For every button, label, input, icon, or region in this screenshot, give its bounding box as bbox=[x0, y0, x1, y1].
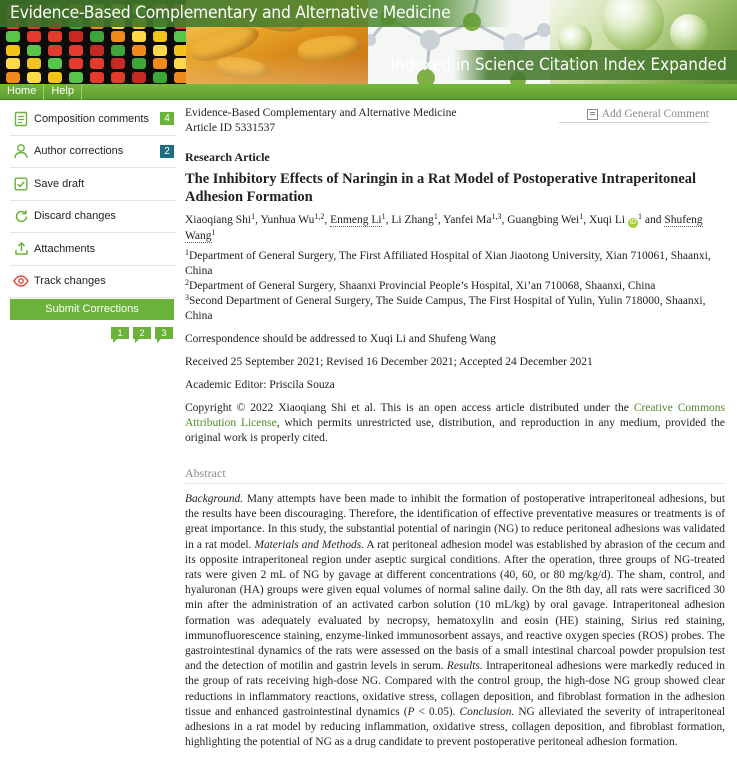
page-selector bbox=[111, 327, 173, 339]
author-name[interactable]: Li Zhang bbox=[391, 214, 434, 226]
author-separator: , bbox=[437, 214, 444, 226]
sidebar-item-label: Save draft bbox=[34, 177, 85, 190]
abstract-methods-label: Materials and Methods. bbox=[254, 538, 365, 551]
submit-corrections-button[interactable]: Submit Corrections bbox=[10, 299, 174, 320]
microarray-dot bbox=[132, 45, 146, 56]
affiliation-number: 2 bbox=[185, 278, 189, 287]
abstract-heading: Abstract bbox=[185, 466, 725, 484]
abstract-results-text: Intraperitoneal adhesions were markedly reduced in the group of rats receiving high-dose NG. Compared with the control group, the high-dose NG group showed clear reductions in inflammatory reactions, oxidative stress, collagen deposition, and fibroblast formation in the adhesion tissue and enhanced gastrointestinal dynamics ( bbox=[185, 660, 726, 718]
microarray-dot bbox=[174, 31, 186, 42]
microarray-dot bbox=[6, 58, 20, 69]
microarray-row bbox=[6, 31, 186, 42]
article-id: Article ID 5331537 bbox=[185, 122, 276, 134]
abstract-results-text-end: < 0.05). bbox=[414, 705, 460, 718]
microarray-dot bbox=[48, 58, 62, 69]
microarray-dot bbox=[6, 31, 20, 42]
page-tab-1[interactable]: 1 bbox=[111, 327, 129, 339]
abstract-conclusion-text: NG alleviated the severity of intraperitoneal adhesions in a rat model by reducing inflammation, oxidative stress, collagen deposition, and fibroblast formation, highlighting the potential of NG as a drug candidate to prevent postoperative peritoneal adhesion formation. bbox=[185, 705, 725, 749]
sidebar-item-attachments[interactable] bbox=[10, 233, 176, 266]
affiliation-number: 3 bbox=[185, 293, 189, 302]
microarray-dot bbox=[27, 31, 41, 42]
copyright-text: Copyright © 2022 Xiaoqiang Shi et al. This is an open access article distributed under the bbox=[185, 402, 634, 414]
author-affiliation-sup: 1 bbox=[251, 212, 256, 221]
microarray-dot bbox=[90, 31, 104, 42]
microarray-row bbox=[6, 72, 186, 83]
affiliation-list bbox=[185, 249, 725, 324]
author-corrections-count-badge: 2 bbox=[160, 145, 174, 158]
sidebar-item-label: Attachments bbox=[34, 242, 96, 255]
microarray-dot bbox=[90, 45, 104, 56]
microarray-dot bbox=[69, 45, 83, 56]
add-general-comment-label: Add General Comment bbox=[601, 108, 709, 120]
affiliation-text: Department of General Surgery, Shaanxi Provincial People’s Hospital, Xi’an 710068, Shaanxi, China bbox=[189, 280, 656, 292]
microarray-dot bbox=[132, 58, 146, 69]
article-type: Research Article bbox=[185, 150, 270, 164]
journal-banner bbox=[0, 0, 737, 84]
article-dates: Received 25 September 2021; Revised 16 December 2021; Accepted 24 December 2021 bbox=[185, 356, 593, 368]
microarray-dot bbox=[90, 58, 104, 69]
microarray-dot bbox=[48, 45, 62, 56]
author-affiliation-sup: 1,3 bbox=[491, 212, 502, 221]
sidebar-item-label: Track changes bbox=[34, 275, 106, 288]
journal-name[interactable]: Evidence-Based Complementary and Alternative Medicine bbox=[10, 3, 451, 23]
person-icon bbox=[12, 142, 30, 160]
sidebar-item-composition-comments[interactable] bbox=[10, 103, 176, 136]
document-icon bbox=[12, 110, 30, 128]
microarray-dot bbox=[27, 58, 41, 69]
author-name[interactable]: Yanfei Ma bbox=[443, 214, 492, 226]
microarray-dot bbox=[132, 72, 146, 83]
author-affiliation-sup: 1 bbox=[433, 212, 438, 221]
sidebar-item-label: Composition comments bbox=[34, 112, 149, 125]
article-panel bbox=[185, 106, 725, 750]
sidebar-item-track-changes[interactable] bbox=[10, 266, 176, 299]
author-affiliation-sup: 1,2 bbox=[314, 212, 325, 221]
abstract-methods-text: A rat peritoneal adhesion model was established by abrasion of the cecum and its opposite intraperitoneal region under aseptic surgical conditions. After the operation, three groups of NG-treated rats were given 2 mL of NG by gavage at different concentrations (40, 60, or 80 mg/kg/d). The sham, control, and hyaluronan (HA) groups were given equal volumes of normal saline daily. On the 8th day, all rats were sacrificed 30 min after the administration of an activated carbon solution (10 mL/kg) by oral gavage. Intraperitoneal adhesion formation was adequately evaluated by necropsy, hematoxylin and eosin (HE) staining, Sirius red staining, immunofluorescence staining, enzyme-linked immunosorbent assays, and reactive oxygen species (ROS) probes. The gastrointestinal dynamics of the rats were assessed on the basis of a small intestinal charcoal powder propulsion test and the detection of motilin and gastrin levels in serum. bbox=[185, 538, 726, 673]
abstract-conclusion-label: Conclusion. bbox=[459, 705, 515, 718]
page-tab-3[interactable]: 3 bbox=[155, 327, 173, 339]
sidebar-item-discard-changes[interactable] bbox=[10, 201, 176, 234]
microarray-dot bbox=[111, 45, 125, 56]
author-separator: and bbox=[641, 214, 665, 226]
microarray-row bbox=[6, 45, 186, 56]
author-name[interactable]: Xiaoqiang Shi bbox=[185, 214, 252, 226]
author-separator: , bbox=[255, 214, 261, 226]
microarray-dot bbox=[153, 72, 167, 83]
microarray-dot bbox=[111, 72, 125, 83]
copyright-notice bbox=[185, 401, 725, 446]
copyright-text-end: , which permits unrestricted use, distribution, and reproduction in any medium, provided the original work is properly cited. bbox=[185, 417, 725, 444]
author-separator: , bbox=[583, 214, 589, 226]
abstract-background-text: Many attempts have been made to inhibit the formation of postoperative intraperitoneal adhesions, but the results have been discouraging. Therefore, the identification of effective preventative measures or treatments is of great importance. In this study, the substantial potential of naringin (NG) to reduce peritoneal adhesions was validated in a rat model. bbox=[185, 493, 725, 551]
author-affiliation-sup: 1 bbox=[637, 212, 642, 221]
microarray-dot bbox=[69, 31, 83, 42]
microarray-dot bbox=[153, 45, 167, 56]
orcid-icon[interactable]: iD bbox=[629, 219, 637, 226]
author-affiliation-sup: 1 bbox=[579, 212, 584, 221]
sidebar-item-save-draft[interactable] bbox=[10, 168, 176, 201]
microarray-dot bbox=[69, 72, 83, 83]
eye-icon bbox=[12, 272, 30, 290]
sci-index-box bbox=[390, 50, 737, 80]
refresh-icon bbox=[12, 207, 30, 225]
microarray-dot bbox=[174, 58, 186, 69]
journal-citation-line: Evidence-Based Complementary and Alternative Medicine bbox=[185, 107, 457, 119]
microarray-dot bbox=[48, 72, 62, 83]
composition-comments-count-badge: 4 bbox=[160, 112, 174, 125]
nav-home-link[interactable]: Home bbox=[0, 84, 44, 100]
sidebar-item-label: Author corrections bbox=[34, 145, 124, 158]
top-nav bbox=[0, 84, 737, 100]
author-separator: , bbox=[324, 214, 331, 226]
sci-index-label: Indexed in Science Citation Index Expanded bbox=[390, 55, 727, 75]
author-name[interactable]: Yunhua Wu bbox=[260, 214, 315, 226]
microarray-dot bbox=[48, 31, 62, 42]
sidebar-item-label: Discard changes bbox=[34, 210, 116, 223]
microarray-dot bbox=[153, 31, 167, 42]
article-title[interactable]: The Inhibitory Effects of Naringin in a Rat Model of Postoperative Intraperitoneal Adhesion Formation bbox=[185, 171, 697, 205]
author-name[interactable]: Enmeng Li bbox=[330, 214, 382, 226]
author-name[interactable]: Guangbing Wei bbox=[507, 214, 580, 226]
microarray-dot bbox=[174, 72, 186, 83]
author-separator: , bbox=[501, 214, 508, 226]
banner-title-box bbox=[0, 0, 511, 27]
affiliation-item bbox=[185, 249, 725, 279]
corrections-sidebar bbox=[10, 103, 176, 338]
checkbox-icon bbox=[12, 175, 30, 193]
affiliation-number: 1 bbox=[185, 248, 189, 257]
abstract-results-label: Results. bbox=[446, 660, 483, 673]
affiliation-text: Second Department of General Surgery, The Suide Campus, The First Hospital of Yulin, Yulin 718000, Shaanxi, China bbox=[185, 295, 706, 322]
microarray-dot bbox=[6, 72, 20, 83]
author-affiliation-sup: 1 bbox=[381, 212, 386, 221]
author-name[interactable]: Shufeng Wang bbox=[185, 214, 703, 242]
microarray-dot bbox=[27, 45, 41, 56]
abstract-body bbox=[185, 492, 725, 750]
add-general-comment-button[interactable] bbox=[587, 107, 709, 122]
microarray-dot bbox=[174, 45, 186, 56]
affiliation-item bbox=[185, 294, 725, 324]
comment-divider bbox=[559, 122, 709, 123]
comment-icon bbox=[587, 109, 598, 120]
upload-icon bbox=[12, 240, 30, 258]
microarray-dot bbox=[153, 58, 167, 69]
author-affiliation-sup: 1 bbox=[211, 227, 216, 237]
author-name[interactable]: Xuqi Li bbox=[589, 214, 626, 226]
microarray-dot bbox=[111, 31, 125, 42]
microarray-row bbox=[6, 58, 186, 69]
author-list bbox=[185, 213, 725, 244]
page-tab-2[interactable]: 2 bbox=[133, 327, 151, 339]
microarray-dot bbox=[132, 31, 146, 42]
microarray-dot bbox=[27, 72, 41, 83]
affiliation-text: Department of General Surgery, The First Affiliated Hospital of Xian Jiaotong University, Xian 710061, Shaanxi, China bbox=[185, 250, 711, 277]
nav-help-link[interactable]: Help bbox=[44, 84, 82, 100]
abstract-background-label: Background. bbox=[185, 493, 244, 505]
sidebar-item-author-corrections[interactable] bbox=[10, 136, 176, 169]
microarray-dot bbox=[111, 58, 125, 69]
correspondence-line: Correspondence should be addressed to Xuqi Li and Shufeng Wang bbox=[185, 333, 496, 345]
academic-editor: Academic Editor: Priscila Souza bbox=[185, 379, 335, 391]
p-value-symbol: P bbox=[407, 705, 415, 718]
affiliation-item bbox=[185, 279, 725, 294]
creative-commons-license-link[interactable]: Creative Commons Attribution License bbox=[185, 402, 725, 429]
author-separator: , bbox=[385, 214, 392, 226]
microarray-dot bbox=[69, 58, 83, 69]
microarray-dot bbox=[90, 72, 104, 83]
microarray-dot bbox=[6, 45, 20, 56]
